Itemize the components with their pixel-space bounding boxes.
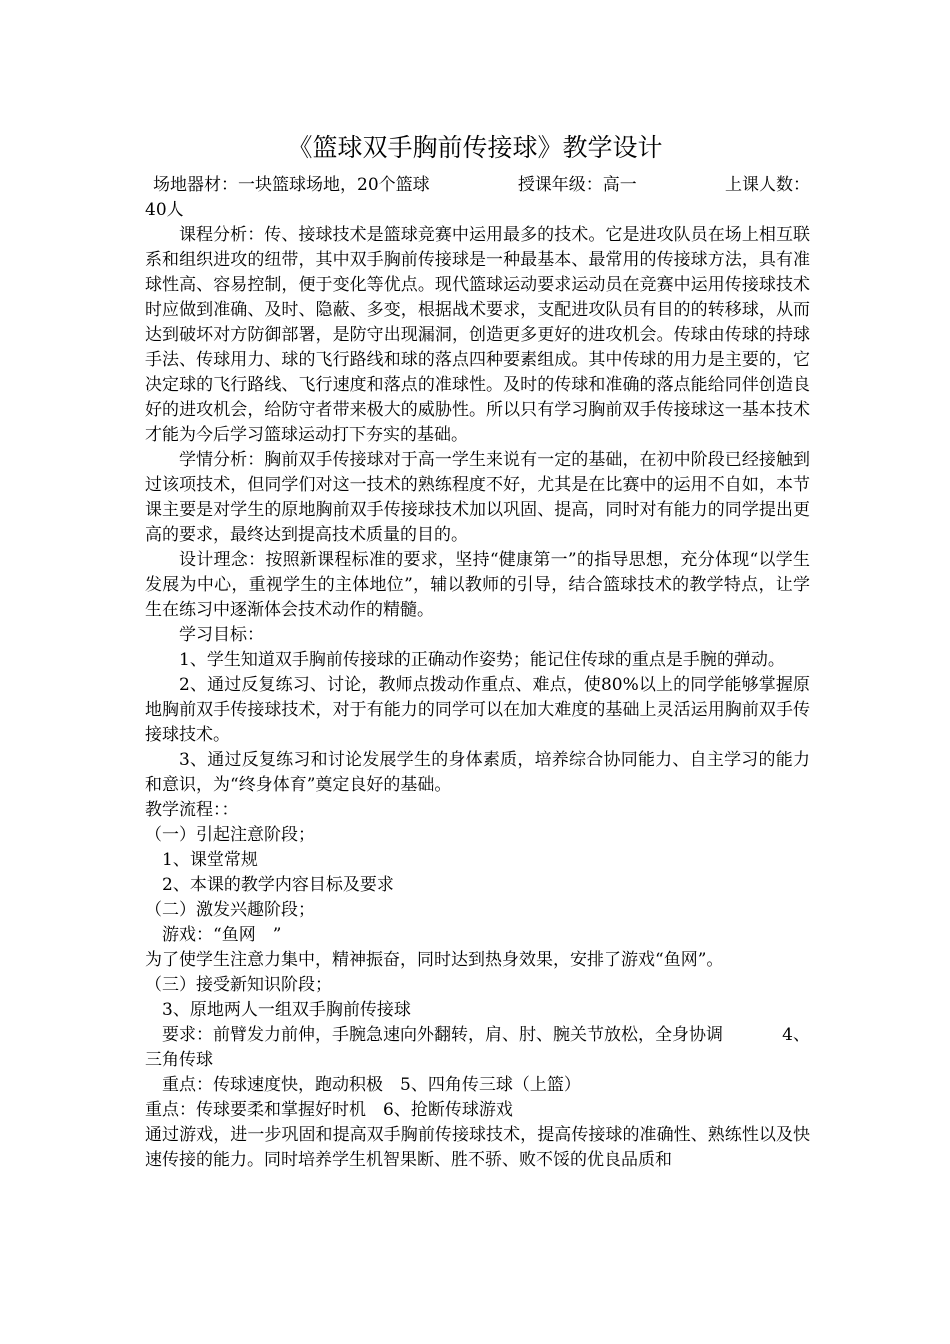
- stage-2: （二）激发兴趣阶段；: [145, 900, 315, 920]
- meta-line: [145, 173, 810, 198]
- document-body: [145, 173, 810, 1173]
- design-concept-paragraph: 设计理念：按照新课程标准的要求，坚持“健康第一”的指导思想，充分体现“以学生发展为中心，重视学生的主体地位”，辅以教师的引导，结合篮球技术的教学特点，让学生在练习中逐渐体会技术动作的精髓。: [145, 550, 810, 620]
- requirement-text: 要求：前臂发力前伸，手腕急速向外翻转，肩、肘、腕关节放松，全身协调: [162, 1025, 723, 1045]
- flow-item-2: 2、本课的教学内容目标及要求: [162, 875, 394, 895]
- venue-info: 场地器材：一块篮球场地，20个篮球: [153, 175, 430, 195]
- goal-3: 3、通过反复练习和讨论发展学生的身体素质，培养综合协同能力、自主学习的能力和意识，为“终身体育”奠定良好的基础。: [145, 750, 810, 795]
- flow-item-1: 1、课堂常规: [162, 850, 258, 870]
- requirement-line: [145, 1023, 810, 1048]
- game-description: 为了使学生注意力集中，精神振奋，同时达到热身效果，安排了游戏“鱼网”。: [145, 950, 724, 970]
- student-analysis-paragraph: 学情分析：胸前双手传接球对于高一学生来说有一定的基础，在初中阶段已经接触到过该项技术，但同学们对这一技术的熟练程度不好，尤其是在比赛中的运用不自如，本节课主要是对学生的原地胸前双手传接球技术加以巩固、提高，同时对有能力的同学提出更高的要求，最终达到提高技术质量的目的。: [145, 450, 810, 545]
- key-point-line-2: 重点：传球要柔和掌握好时机 6、抢断传球游戏: [145, 1100, 513, 1120]
- flow-item-4-number: 4、: [782, 1025, 810, 1045]
- flow-item-4-text: 三角传球: [145, 1050, 213, 1070]
- goal-2: 2、通过反复练习、讨论，教师点拨动作重点、难点，使80%以上的同学能够掌握原地胸前双手传接球技术，对于有能力的同学可以在加大难度的基础上灵活运用胸前双手传接球技术。: [145, 675, 810, 745]
- key-point-line-1: 重点：传球速度快，跑动积极 5、四角传三球（上篮）: [162, 1075, 581, 1095]
- goal-1: 1、学生知道双手胸前传接球的正确动作姿势；能记住传球的重点是手腕的弹动。: [179, 650, 785, 670]
- count-value: 40人: [145, 200, 184, 220]
- document-title: 《篮球双手胸前传接球》教学设计: [287, 133, 663, 162]
- grade-info: 授课年级：高一: [517, 175, 637, 195]
- closing-paragraph: 通过游戏，进一步巩固和提高双手胸前传接球技术，提高传接球的准确性、熟练性以及快速传接的能力。同时培养学生机智果断、胜不骄、败不馁的优良品质和: [145, 1125, 810, 1170]
- goals-heading: 学习目标：: [179, 625, 264, 645]
- count-label: 上课人数：: [724, 175, 810, 195]
- stage-1: （一）引起注意阶段；: [145, 825, 315, 845]
- game-line: 游戏：“鱼网 ”: [162, 925, 282, 945]
- stage-3: （三）接受新知识阶段；: [145, 975, 332, 995]
- course-analysis-paragraph: 课程分析：传、接球技术是篮球竞赛中运用最多的技术。它是进攻队员在场上相互联系和组织进攻的纽带，其中双手胸前传接球是一种最基本、最常用的传接球方法，具有准球性高、容易控制，便于变化等优点。现代篮球运动要求运动员在竞赛中运用传接球技术时应做到准确、及时、隐蔽、多变，根据战术要求，支配进攻队员有目的的转移球，从而达到破坏对方防御部署，是防守出现漏洞，创造更多更好的进攻机会。传球由传球的持球手法、传球用力、球的飞行路线和球的落点四种要素组成。其中传球的用力是主要的，它决定球的飞行路线、飞行速度和落点的准球性。及时的传球和准确的落点能给同伴创造良好的进攻机会，给防守者带来极大的威胁性。所以只有学习胸前双手传接球这一基本技术才能为今后学习篮球运动打下夯实的基础。: [145, 225, 810, 445]
- flow-item-3: 3、原地两人一组双手胸前传接球: [162, 1000, 411, 1020]
- flow-heading: 教学流程：：: [145, 800, 239, 820]
